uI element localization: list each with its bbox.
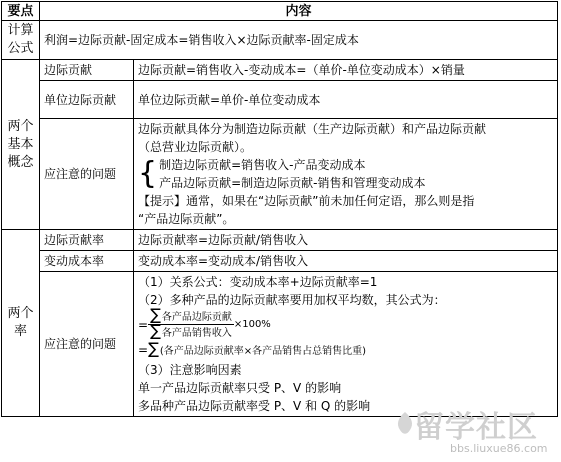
product-margin-formula: 产品边际贡献=制造边际贡献-销售和管理变动成本 — [159, 176, 426, 190]
sigma-icon: ∑ — [150, 305, 161, 324]
manufacturing-margin-formula: 制造边际贡献=销售收入-产品变动成本 — [159, 158, 366, 172]
concepts-note-content — [134, 119, 558, 230]
rates-note-item1: （1）关系公式：变动成本率+边际贡献率=1 — [138, 275, 378, 289]
left-brace-icon: { — [138, 156, 158, 191]
concepts-note-line2: （总营业边际贡献）。 — [138, 140, 253, 154]
contribution-margin-row — [2, 60, 558, 81]
concepts-note-row — [2, 119, 558, 230]
rates-note-item3: （3）注意影响因素 — [138, 363, 242, 377]
header-col-key-points: 要点 — [2, 2, 40, 21]
fraction-suffix: ×100% — [233, 318, 271, 330]
variable-cost-ratio-text: 变动成本率=变动成本/销售收入 — [134, 251, 558, 272]
variable-cost-ratio-row — [2, 251, 558, 272]
rates-note-content — [134, 272, 558, 417]
contribution-margin-ratio-row — [2, 230, 558, 251]
sigma-icon: ∑ — [148, 339, 159, 358]
variable-cost-ratio-label: 变动成本率 — [40, 251, 134, 272]
watermark-text: 留学社区 — [414, 410, 538, 445]
formula-label: 计算公式 — [2, 21, 40, 60]
weighted-sum-text: (各产品边际贡献率×各产品销售占总销售比重) — [159, 346, 367, 357]
header-row — [2, 2, 558, 21]
formula-text: 利润=边际贡献-固定成本=销售收入×边际贡献率-固定成本 — [40, 21, 558, 60]
contribution-margin-label: 边际贡献 — [40, 60, 134, 81]
contribution-margin-ratio-label: 边际贡献率 — [40, 230, 134, 251]
unit-contribution-margin-row — [2, 81, 558, 119]
fraction-denominator: 各产品销售收入 — [161, 328, 232, 339]
single-product-factor: 单一产品边际贡献率只受 P、V 的影响 — [138, 381, 342, 395]
header-col-content: 内容 — [40, 2, 558, 21]
fraction-numerator: 各产品边际贡献 — [161, 312, 232, 323]
contribution-margin-ratio-text: 边际贡献率=边际贡献/销售收入 — [134, 230, 558, 251]
concepts-note-label: 应注意的问题 — [40, 119, 134, 230]
contribution-margin-text: 边际贡献=销售收入-变动成本=（单价-单位变动成本）×销量 — [134, 60, 558, 81]
weighted-sum-expression: =∑(各产品边际贡献率×各产品销售占总销售比重) — [138, 339, 367, 358]
rates-category: 两个率 — [2, 230, 40, 417]
rates-note-row — [2, 272, 558, 417]
formula-row — [2, 21, 558, 60]
tip-line2: “产品边际贡献”。 — [138, 212, 235, 226]
watermark-url: bbs.liuxue86.com — [450, 442, 548, 455]
unit-contribution-margin-text: 单位边际贡献=单价-单位变动成本 — [134, 81, 558, 119]
cost-volume-profit-table — [1, 1, 558, 417]
concepts-note-line1: 边际贡献具体分为制造边际贡献（生产边际贡献）和产品边际贡献 — [138, 122, 487, 136]
concepts-category: 两个基本概念 — [2, 60, 40, 230]
multi-product-factor: 多品种产品边际贡献率受 P、V 和 Q 的影响 — [138, 399, 371, 413]
rates-note-label: 应注意的问题 — [40, 272, 134, 417]
sigma-icon: ∑ — [150, 321, 161, 340]
brace-group — [138, 156, 553, 192]
tip-line1: 【提示】通常，如果在“边际贡献”前未加任何定语，那么则是指 — [138, 194, 475, 208]
rates-note-item2: （2）多种产品的边际贡献率要用加权平均数，其公式为： — [138, 293, 446, 307]
unit-contribution-margin-label: 单位边际贡献 — [40, 81, 134, 119]
weighted-ratio-fraction: = $\frac{\text{∑各产品边际贡献}}{\text{∑各产品销售收入}}$ ×100% — [138, 305, 271, 340]
